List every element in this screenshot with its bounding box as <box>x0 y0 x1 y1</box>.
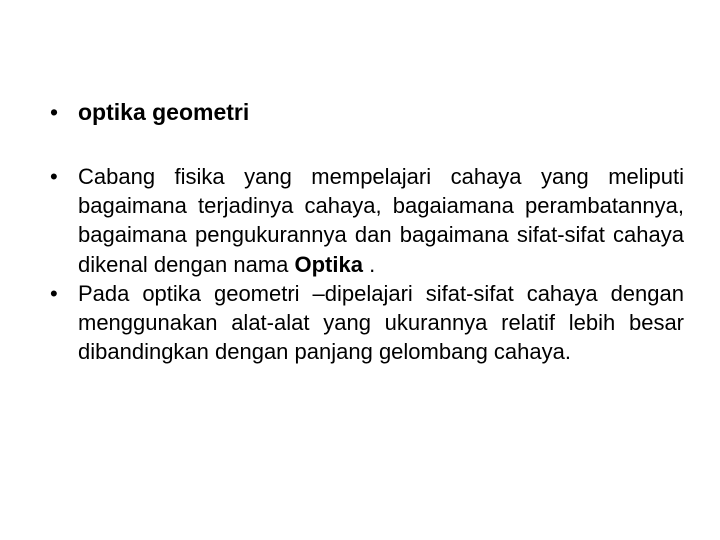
list-item <box>50 162 684 279</box>
bullet-icon: • <box>50 280 58 306</box>
bullet-icon: • <box>50 164 58 189</box>
list-item <box>50 279 684 367</box>
bullet-icon: • <box>50 99 59 125</box>
emphasis-term: Optika <box>294 251 363 277</box>
paragraph-text-end: . <box>362 251 376 277</box>
paragraph-description: Pada optika geometri –dipelajari sifat-sifat cahaya dengan menggunakan alat-alat yang ukurannya relatif lebih besar dibandingkan dengan panjang gelombang cahaya. <box>78 280 684 365</box>
slide-heading <box>50 97 680 127</box>
paragraph-text: Cabang fisika yang mempelajari cahaya yang meliputi bagaimana terjadinya cahaya, bagaiamana perambatannya, bagaimana pengukurannya dan bagaimana sifat-sifat cahaya dikenal dengan nama <box>78 164 684 277</box>
bullet-list <box>50 162 684 366</box>
paragraph-definition <box>78 162 684 279</box>
heading-text: optika geometri <box>78 99 250 125</box>
